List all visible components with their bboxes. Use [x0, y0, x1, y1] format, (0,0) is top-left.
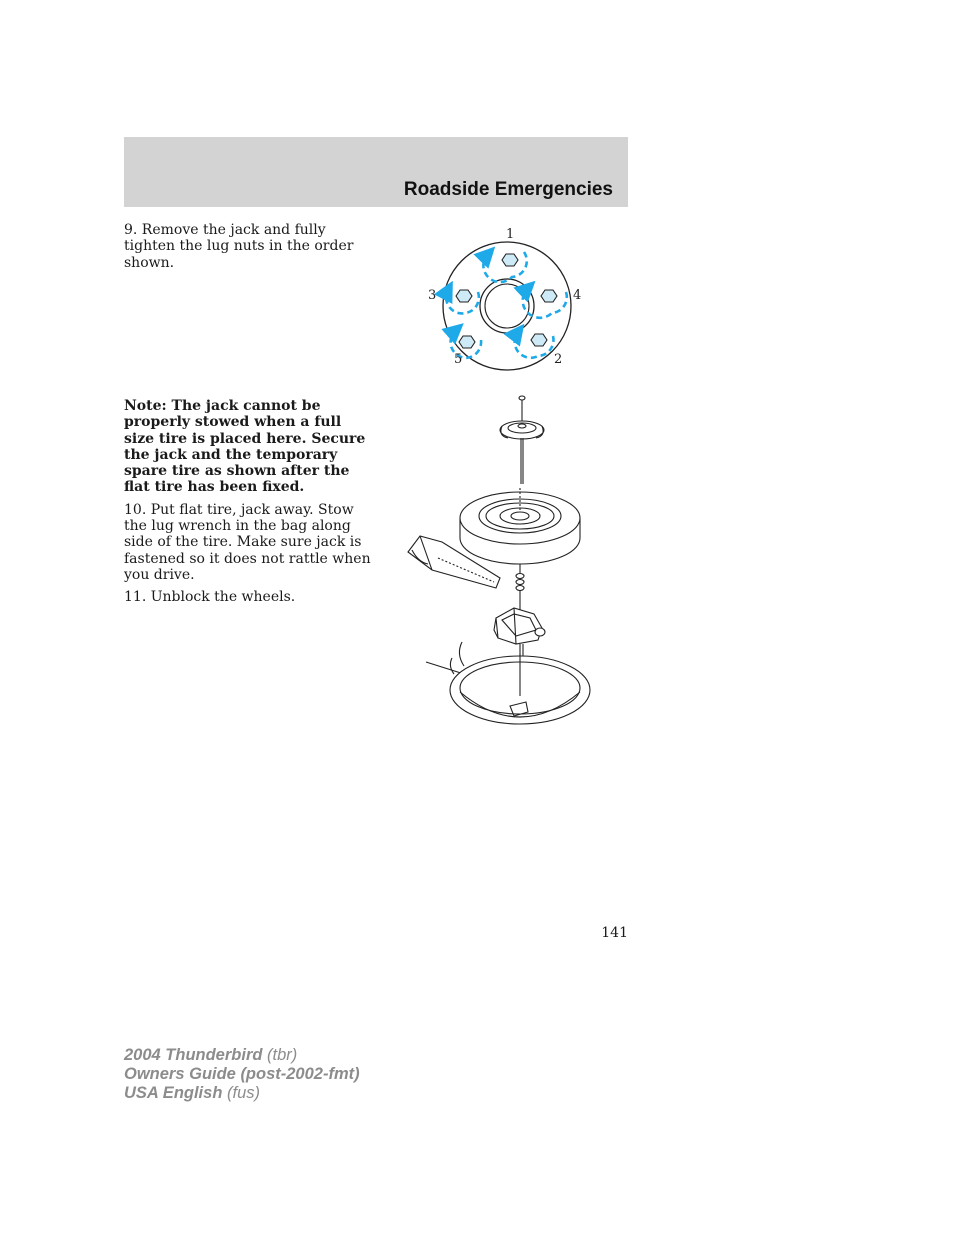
lug-nut-3: [456, 290, 472, 302]
footer-line-2: [124, 1065, 360, 1084]
label-5: 5: [454, 352, 463, 367]
step-9-text: 9. Remove the jack and fully tighten the lug nuts in the order shown.: [124, 222, 354, 271]
footer-guide-title: Owners Guide (post-2002-fmt): [124, 1065, 360, 1083]
spare-tire: [460, 488, 580, 564]
footer-model-code: (tbr): [267, 1046, 298, 1064]
step-9-block: [124, 222, 376, 277]
jack-spare-stowage-diagram: [402, 392, 598, 732]
label-3: 3: [428, 288, 437, 303]
label-1: 1: [506, 227, 515, 242]
footer-line-3: [124, 1084, 360, 1103]
retainer-wing-nut: [500, 396, 544, 439]
section-title: Roadside Emergencies: [403, 179, 613, 200]
step-10-text: 10. Put flat tire, jack away. Stow the lug wrench in the bag along side of the tire. Make sure jack is fastened so it does not rattle when you drive.: [124, 501, 371, 583]
lug-nut-1: [502, 254, 518, 266]
footer-language: USA English: [124, 1084, 223, 1102]
lug-nut-5: [459, 336, 475, 348]
footer-line-1: [124, 1046, 360, 1065]
document-footer: [124, 1046, 360, 1103]
step-11-text: 11. Unblock the wheels.: [124, 589, 296, 606]
footer-language-code: (fus): [227, 1084, 260, 1102]
page-number: 141: [601, 925, 628, 941]
lug-nut-4: [541, 290, 557, 302]
label-4: 4: [573, 288, 582, 303]
spare-tire-well: [426, 642, 590, 724]
lug-nut-order-diagram: [420, 222, 595, 374]
jack: [494, 608, 545, 644]
jack-note: Note: The jack cannot be properly stowed when a full size tire is placed here. Secure the jack and the temporary spare tire as shown after the flat tire has been fixed.: [124, 398, 366, 496]
label-2: 2: [554, 352, 563, 367]
lug-nut-2: [531, 334, 547, 346]
footer-model: 2004 Thunderbird: [124, 1046, 263, 1064]
stowing-instructions-block: [124, 398, 376, 612]
section-header-band: [124, 137, 628, 207]
